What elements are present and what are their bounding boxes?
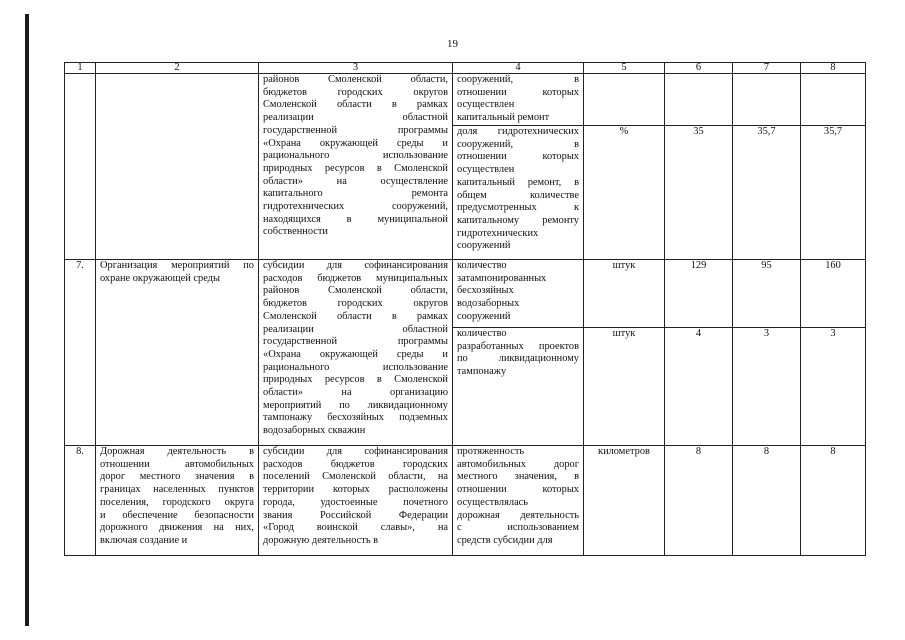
text-line: осуществлялась bbox=[457, 496, 529, 508]
text-line: отношении автомобильных bbox=[100, 458, 254, 470]
cell-name bbox=[96, 260, 259, 446]
cell-name bbox=[96, 446, 259, 556]
cell-value bbox=[733, 74, 801, 126]
cell-value bbox=[801, 74, 866, 126]
page-number: 19 bbox=[447, 38, 458, 50]
text-line: протяженность bbox=[457, 446, 525, 457]
text-line: собственности bbox=[263, 226, 328, 238]
cell-subsidy bbox=[259, 260, 453, 446]
text-line: сооружений bbox=[457, 240, 511, 252]
cell-unit: штук bbox=[584, 328, 665, 446]
header-cell: 6 bbox=[665, 63, 733, 74]
text-line: гидротехнических сооружений, bbox=[263, 201, 448, 213]
text-line: затампонированных bbox=[457, 272, 547, 284]
cell-value: 35 bbox=[665, 126, 733, 260]
text-line: дорог местного значения в bbox=[100, 471, 254, 483]
text-line: природных ресурсов в Смоленской bbox=[263, 162, 448, 174]
text-line: включая создание и bbox=[100, 534, 188, 546]
text-line: реализации областной bbox=[263, 112, 448, 124]
cell-value: 4 bbox=[665, 328, 733, 446]
text-line: находящихся в муниципальной bbox=[263, 213, 448, 225]
cell-unit: % bbox=[584, 126, 665, 260]
text-line: расходов бюджетов муниципальных bbox=[263, 272, 448, 284]
text-line: звания Российской Федерации bbox=[263, 509, 448, 521]
cell-value: 35,7 bbox=[801, 126, 866, 260]
text-line: капитальному ремонту bbox=[457, 214, 579, 226]
text-line: «Охрана окружающей среды и bbox=[263, 348, 448, 360]
cell-indicator bbox=[453, 260, 584, 328]
text-line: рационального использование bbox=[263, 150, 448, 162]
header-cell: 3 bbox=[259, 63, 453, 74]
cell-subsidy bbox=[259, 74, 453, 260]
text-line: дорожная деятельность bbox=[457, 509, 579, 521]
text-line: границах населенных пунктов bbox=[100, 484, 254, 496]
cell-unit: штук bbox=[584, 260, 665, 328]
text-line: тампонажу bbox=[457, 366, 507, 378]
cell-value: 160 bbox=[801, 260, 866, 328]
text-line: тампонажу бесхозяйных подземных bbox=[263, 412, 448, 424]
text-line: общем количестве bbox=[457, 189, 579, 201]
text-line: и обеспечение безопасности bbox=[100, 509, 254, 521]
text-line: субсидии для софинансирования bbox=[263, 260, 448, 271]
cell-num: 7. bbox=[65, 260, 96, 446]
cell-value: 8 bbox=[665, 446, 733, 556]
text-line: Дорожная деятельность в bbox=[100, 446, 254, 457]
cell-value: 8 bbox=[801, 446, 866, 556]
text-line: автомобильных дорог bbox=[457, 458, 579, 470]
cell-subsidy bbox=[259, 446, 453, 556]
text-line: территории которых расположены bbox=[263, 484, 448, 496]
header-cell: 7 bbox=[733, 63, 801, 74]
table-row bbox=[65, 260, 866, 328]
text-line: бюджетов городских округов bbox=[263, 86, 448, 98]
text-line: «Охрана окружающей среды и bbox=[263, 137, 448, 149]
cell-value: 3 bbox=[733, 328, 801, 446]
header-row bbox=[65, 63, 866, 74]
text-line: предусмотренных к bbox=[457, 202, 579, 214]
text-line: расходов бюджетов городских bbox=[263, 458, 448, 470]
scan-edge-bar bbox=[25, 14, 29, 626]
cell-value bbox=[665, 74, 733, 126]
text-line: доля гидротехнических bbox=[457, 126, 579, 137]
cell-indicator bbox=[453, 126, 584, 260]
cell-indicator bbox=[453, 74, 584, 126]
header-cell: 2 bbox=[96, 63, 259, 74]
text-line: капитального ремонта bbox=[263, 188, 448, 200]
text-line: количество bbox=[457, 328, 507, 339]
text-line: отношении которых bbox=[457, 484, 579, 496]
text-line: поселений Смоленской области, на bbox=[263, 471, 448, 483]
text-line: мероприятий по ликвидационному bbox=[263, 399, 448, 411]
text-line: города, удостоенные почетного bbox=[263, 496, 448, 508]
text-line: природных ресурсов в Смоленской bbox=[263, 374, 448, 386]
text-line: бюджетов городских округов bbox=[263, 298, 448, 310]
text-line: осуществлен bbox=[457, 164, 515, 176]
text-line: государственной программы bbox=[263, 336, 448, 348]
text-line: отношении которых bbox=[457, 151, 579, 163]
cell-indicator bbox=[453, 328, 584, 446]
header-cell: 5 bbox=[584, 63, 665, 74]
text-line: сооружений, в bbox=[457, 74, 579, 85]
cell-unit: километров bbox=[584, 446, 665, 556]
cell-value: 95 bbox=[733, 260, 801, 328]
text-line: «Город воинской славы», на bbox=[263, 522, 448, 534]
text-line: рационального использование bbox=[263, 361, 448, 373]
cell-unit bbox=[584, 74, 665, 126]
header-cell: 8 bbox=[801, 63, 866, 74]
text-line: разработанных проектов bbox=[457, 340, 579, 352]
cell-value: 129 bbox=[665, 260, 733, 328]
text-line: субсидии для софинансирования bbox=[263, 446, 448, 457]
text-line: Смоленской области в рамках bbox=[263, 310, 448, 322]
cell-value: 8 bbox=[733, 446, 801, 556]
text-line: гидротехнических bbox=[457, 227, 539, 239]
text-line: районов Смоленской области, bbox=[263, 74, 448, 85]
text-line: количество bbox=[457, 260, 507, 271]
table-row bbox=[65, 446, 866, 556]
text-line: Смоленской области в рамках bbox=[263, 99, 448, 111]
table-row bbox=[65, 74, 866, 126]
cell-name bbox=[96, 74, 259, 260]
text-line: водозаборных скважин bbox=[263, 425, 366, 437]
text-line: охране окружающей среды bbox=[100, 272, 220, 284]
text-line: местного значения, в bbox=[457, 471, 579, 483]
text-line: по ликвидационному bbox=[457, 353, 579, 365]
text-line: области» на организацию bbox=[263, 387, 448, 399]
cell-num bbox=[65, 74, 96, 260]
text-line: области» на осуществление bbox=[263, 175, 448, 187]
text-line: реализации областной bbox=[263, 323, 448, 335]
text-line: средств субсидии для bbox=[457, 534, 553, 546]
cell-value: 3 bbox=[801, 328, 866, 446]
cell-num: 8. bbox=[65, 446, 96, 556]
text-line: с использованием bbox=[457, 522, 579, 534]
text-line: дорожную деятельность в bbox=[263, 534, 379, 546]
text-line: государственной программы bbox=[263, 124, 448, 136]
indicators-table bbox=[64, 62, 866, 556]
text-line: капитальный ремонт bbox=[457, 112, 550, 124]
text-line: водозаборных bbox=[457, 298, 520, 310]
text-line: отношении которых bbox=[457, 86, 579, 98]
text-line: осуществлен bbox=[457, 99, 515, 111]
header-cell: 4 bbox=[453, 63, 584, 74]
text-line: капитальный ремонт, в bbox=[457, 176, 579, 188]
text-line: дорожного движения на них, bbox=[100, 522, 254, 534]
text-line: сооружений, в bbox=[457, 138, 579, 150]
text-line: Организация мероприятий по bbox=[100, 260, 254, 271]
header-cell: 1 bbox=[65, 63, 96, 74]
cell-indicator bbox=[453, 446, 584, 556]
text-line: районов Смоленской области, bbox=[263, 285, 448, 297]
text-line: бесхозяйных bbox=[457, 285, 514, 297]
cell-value: 35,7 bbox=[733, 126, 801, 260]
text-line: поселения, городского округа bbox=[100, 496, 254, 508]
text-line: сооружений bbox=[457, 310, 511, 322]
